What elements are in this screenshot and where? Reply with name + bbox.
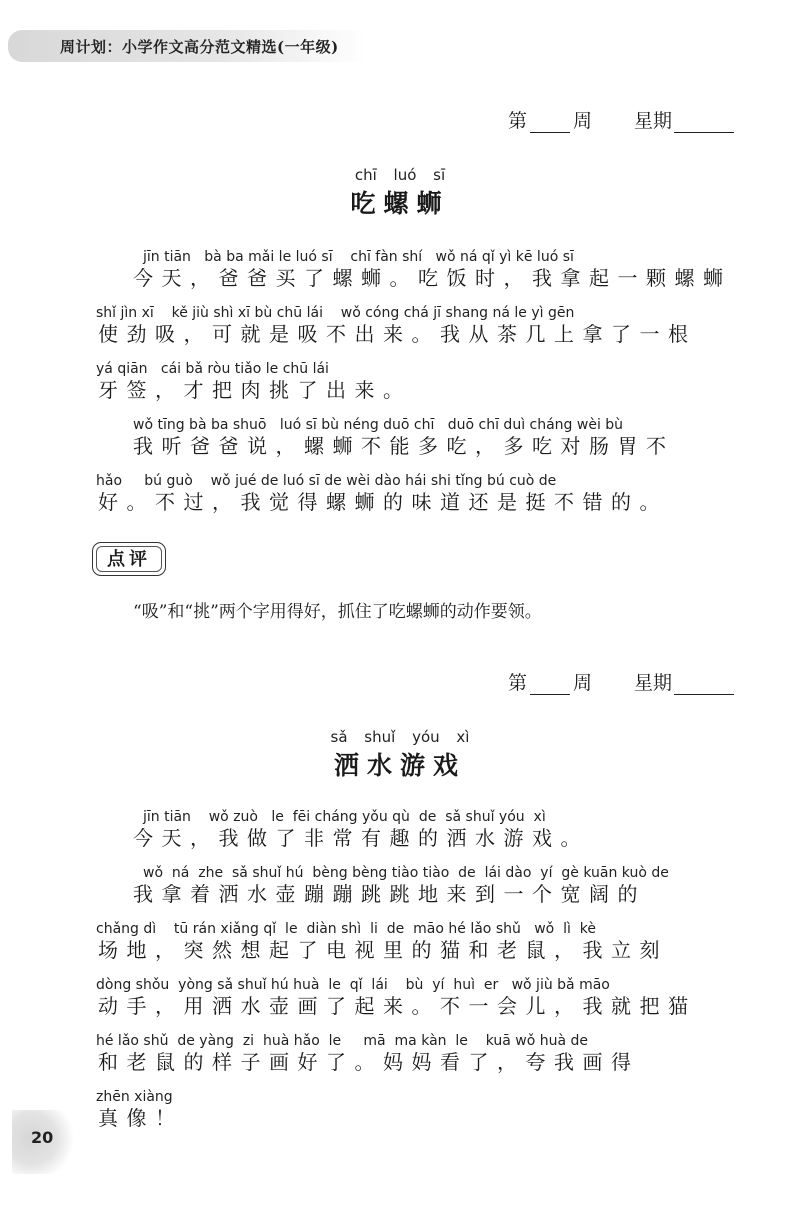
text-line: 真像！ [98,1106,184,1130]
week-line [508,106,734,133]
review-badge [92,542,166,576]
week-line [508,668,734,695]
di-label: 第 [507,672,527,694]
essay2-title: 洒水游戏 [333,751,466,780]
pinyin-line: wǒ ná zhe sǎ shuǐ hú bèng bèng tiào tiào de lái dào yí gè kuān kuò de [143,865,669,881]
pinyin-line: wǒ tīng bà ba shuō luó sī bù néng duō chī duō chī duì cháng wèi bù [133,417,624,433]
zhou-label: 周 [572,110,592,132]
essay1-title-pinyin: chī luó sī [354,166,446,184]
week-blank [530,674,570,695]
weekday-blank [674,674,734,695]
pinyin-line: zhēn xiàng [96,1089,173,1105]
text-line: 好。不过，我觉得螺蛳的味道还是挺不错的。 [98,490,668,514]
xingqi-label: 星期 [633,672,672,694]
essay1-title: 吃螺蛳 [350,189,450,218]
text-line: 牙签，才把肉挑了出来。 [98,378,412,402]
week-blank [530,112,570,133]
review-badge-label: 点评 [96,546,162,572]
pinyin-line: jīn tiān bà ba mǎi le luó sī chī fàn shí wǒ ná qǐ yì kē luó sī [143,249,574,265]
text-line: 今天，爸爸买了螺蛳。吃饭时，我拿起一颗螺蛳 [133,266,732,290]
text-line: 动手，用洒水壶画了起来。不一会儿，我就把猫 [98,994,697,1018]
review-comment: “吸”和“挑”两个字用得好，抓住了吃螺蛳的动作要领。 [133,602,542,622]
essay2-title-pinyin: sǎ shuǐ yóu xì [330,728,470,746]
pinyin-line: shǐ jìn xī kě jiù shì xī bù chū lái wǒ cóng chá jī shang ná le yì gēn [96,305,575,321]
pinyin-line: jīn tiān wǒ zuò le fēi cháng yǒu qù de sǎ shuǐ yóu xì [143,809,546,825]
book-title: 周计划：小学作文高分范文精选(一年级) [60,38,339,56]
zhou-label: 周 [572,672,592,694]
text-line: 使劲吸，可就是吸不出来。我从茶几上拿了一根 [98,322,697,346]
pinyin-line: yá qiān cái bǎ ròu tiǎo le chū lái [96,361,329,377]
pinyin-line: dòng shǒu yòng sǎ shuǐ hú huà le qǐ lái bù yí huì er wǒ jiù bǎ māo [96,977,610,993]
text-line: 我听爸爸说，螺蛳不能多吃，多吃对肠胃不 [133,434,675,458]
pinyin-line: chǎng dì tū rán xiǎng qǐ le diàn shì li de māo hé lǎo shǔ wǒ lì kè [96,921,597,937]
pinyin-line: hǎo bú guò wǒ jué de luó sī de wèi dào hái shi tǐng bú cuò de [96,473,557,489]
text-line: 和老鼠的样子画好了。妈妈看了，夸我画得 [98,1050,640,1074]
text-line: 我拿着洒水壶蹦蹦跳跳地来到一个宽阔的 [133,882,646,906]
text-line: 场地，突然想起了电视里的猫和老鼠，我立刻 [98,938,668,962]
pinyin-line: hé lǎo shǔ de yàng zi huà hǎo le mā ma kàn le kuā wǒ huà de [96,1033,589,1049]
page-number: 20 [31,1128,54,1147]
xingqi-label: 星期 [633,110,672,132]
di-label: 第 [507,110,527,132]
text-line: 今天，我做了非常有趣的洒水游戏。 [133,826,589,850]
weekday-blank [674,112,734,133]
